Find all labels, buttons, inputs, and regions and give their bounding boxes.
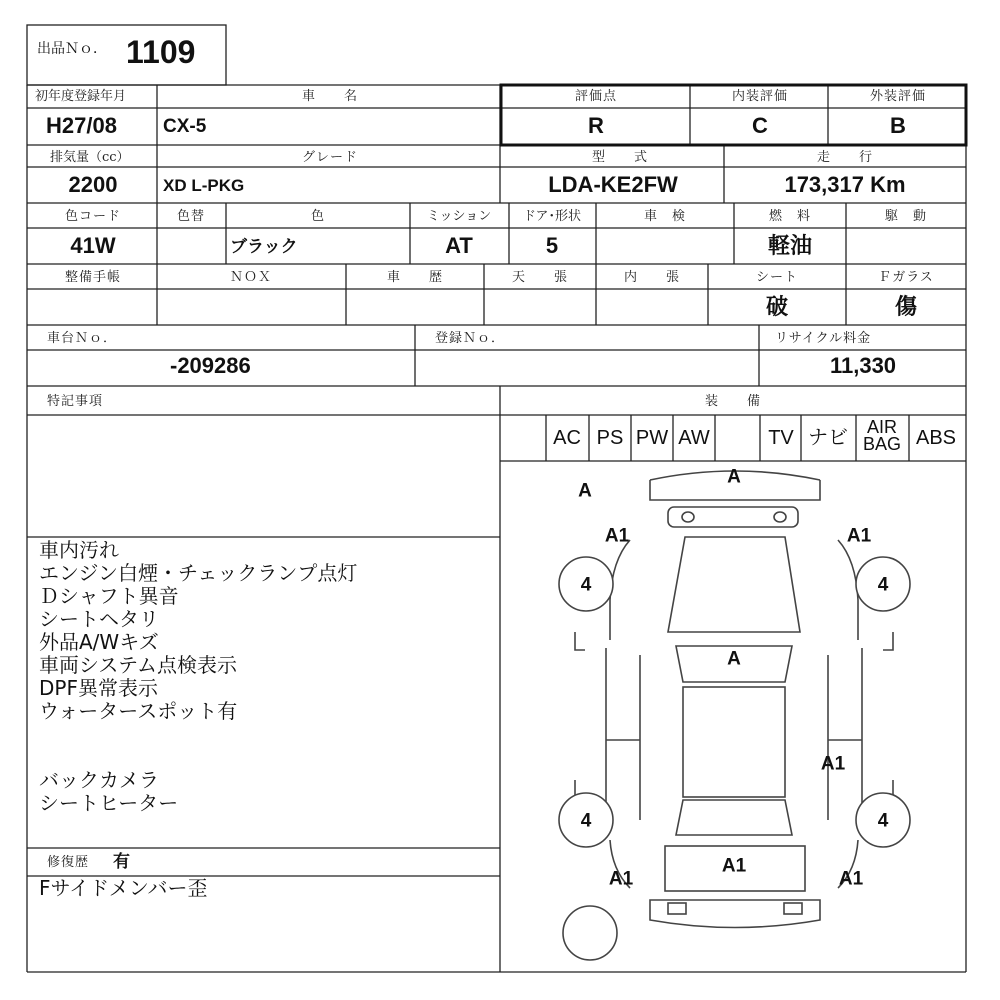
code-front-bumper: A (727, 466, 741, 488)
code-fender-front-right: A1 (846, 525, 872, 547)
drive-label: 駆 動 (884, 209, 928, 224)
grade-label: グレード (301, 150, 359, 165)
repair-value: 有 (113, 852, 130, 871)
displacement-value: 2200 (68, 172, 118, 197)
remark-line: Ｄシャフト異音 (39, 584, 179, 608)
code-hood-left: A (578, 480, 592, 502)
rear-glass-outline (676, 800, 792, 835)
repair-label: 修復歴 (47, 855, 90, 870)
code-tire-front-right: 4 (877, 574, 889, 596)
score-label: 評価点 (574, 89, 618, 104)
f-glass-value: 傷 (894, 294, 918, 319)
mileage-value: 173,317 Km (784, 172, 906, 197)
code-tire-rear-right: 4 (877, 810, 889, 832)
first-reg-value: H27/08 (46, 113, 117, 138)
equip-ac: AC (553, 427, 581, 449)
lot-label: 出品Ｎｏ． (37, 41, 107, 57)
remark-line: ウォータースポット有 (39, 699, 238, 723)
door-label: ドア･形状 (522, 209, 582, 224)
repaint-label: 色替 (176, 209, 206, 224)
seat-label: シート (755, 270, 799, 285)
model-value: LDA-KE2FW (548, 172, 678, 197)
interior-value: C (752, 113, 768, 138)
service-book-label: 整備手帳 (64, 270, 122, 285)
remark-line: DPF異常表示 (39, 676, 158, 700)
repair-detail: Fサイドメンバー歪 (39, 876, 208, 900)
color-value: ブラック (230, 237, 298, 256)
recycle-value: 11,330 (829, 353, 897, 378)
remarks-label: 特記事項 (47, 394, 104, 409)
registration-label: 登録Ｎｏ． (435, 331, 506, 346)
car-name-label: 車 名 (301, 89, 359, 104)
spare-tire (563, 906, 617, 960)
interior-trim-label: 内 張 (623, 270, 681, 285)
displacement-label: 排気量（cc） (50, 150, 130, 165)
interior-label: 内装評価 (731, 89, 789, 104)
f-glass-label: Ｆガラス (878, 270, 934, 285)
color-label: 色 (310, 209, 326, 224)
taillight-right (784, 903, 802, 914)
fuel-label: 燃 料 (768, 209, 812, 224)
taillight-left (668, 903, 686, 914)
code-roof: A (727, 648, 741, 670)
headlight-left (682, 512, 694, 522)
score-value: R (588, 113, 604, 138)
chassis-label: 車台Ｎｏ． (47, 331, 118, 346)
equip-tv: TV (768, 427, 794, 449)
equip-abs: ABS (915, 427, 957, 449)
code-fender-front-left: A1 (604, 525, 630, 547)
remark-line: 車内汚れ (39, 538, 119, 562)
code-quarter-right: A1 (820, 753, 846, 775)
remark-line: シートヘタリ (39, 607, 159, 631)
history-label: 車 歴 (386, 270, 444, 285)
lot-number: 1109 (126, 34, 196, 70)
fuel-value: 軽油 (767, 233, 813, 258)
code-trunk: A1 (721, 855, 747, 877)
inspection-label: 車 検 (643, 209, 687, 224)
model-label: 型 式 (591, 150, 649, 165)
door-value: 5 (545, 233, 559, 258)
code-tire-front-left: 4 (580, 574, 592, 596)
hood-outline (668, 537, 800, 632)
first-reg-label: 初年度登録年月 (35, 89, 127, 104)
remark-line: エンジン白煙・チェックランプ点灯 (39, 561, 358, 585)
mileage-label: 走 行 (816, 150, 874, 165)
color-code-label: 色コード (64, 209, 122, 224)
car-name-value: CX-5 (163, 116, 207, 137)
remark-line: 車両システム点検表示 (39, 653, 237, 677)
nox-label: ＮＯＸ (229, 270, 273, 285)
right-mirror (883, 632, 893, 650)
remark-line: シートヒーター (39, 791, 179, 815)
seat-value: 破 (765, 294, 789, 319)
equip-aw: AW (678, 427, 710, 449)
recycle-label: リサイクル料金 (775, 331, 872, 346)
right-front-fender (838, 540, 858, 640)
transmission-label: ミッション (426, 209, 492, 224)
grade-value: XD L-PKG (163, 176, 245, 195)
equip-navi: ナビ (808, 427, 848, 449)
equip-airbag: AIR BAG (862, 417, 901, 455)
exterior-label: 外装評価 (869, 89, 927, 104)
code-rear-left: A1 (608, 868, 634, 890)
equip-ps: PS (596, 427, 624, 449)
headliner-label: 天 張 (511, 270, 569, 285)
headlight-right (774, 512, 786, 522)
remark-line: 外品A/Wキズ (39, 630, 159, 654)
color-code-value: 41W (70, 233, 116, 258)
front-grille (668, 507, 798, 527)
code-tire-rear-left: 4 (580, 810, 592, 832)
transmission-value: AT (445, 233, 473, 258)
remark-line: バックカメラ (39, 768, 159, 792)
chassis-value: -209286 (170, 353, 251, 378)
exterior-value: B (890, 113, 906, 138)
equipment-label: 装 備 (704, 394, 762, 409)
equip-pw: PW (635, 427, 669, 449)
roof-outline (683, 687, 785, 797)
left-mirror (575, 632, 585, 650)
code-rear-right: A1 (838, 868, 864, 890)
